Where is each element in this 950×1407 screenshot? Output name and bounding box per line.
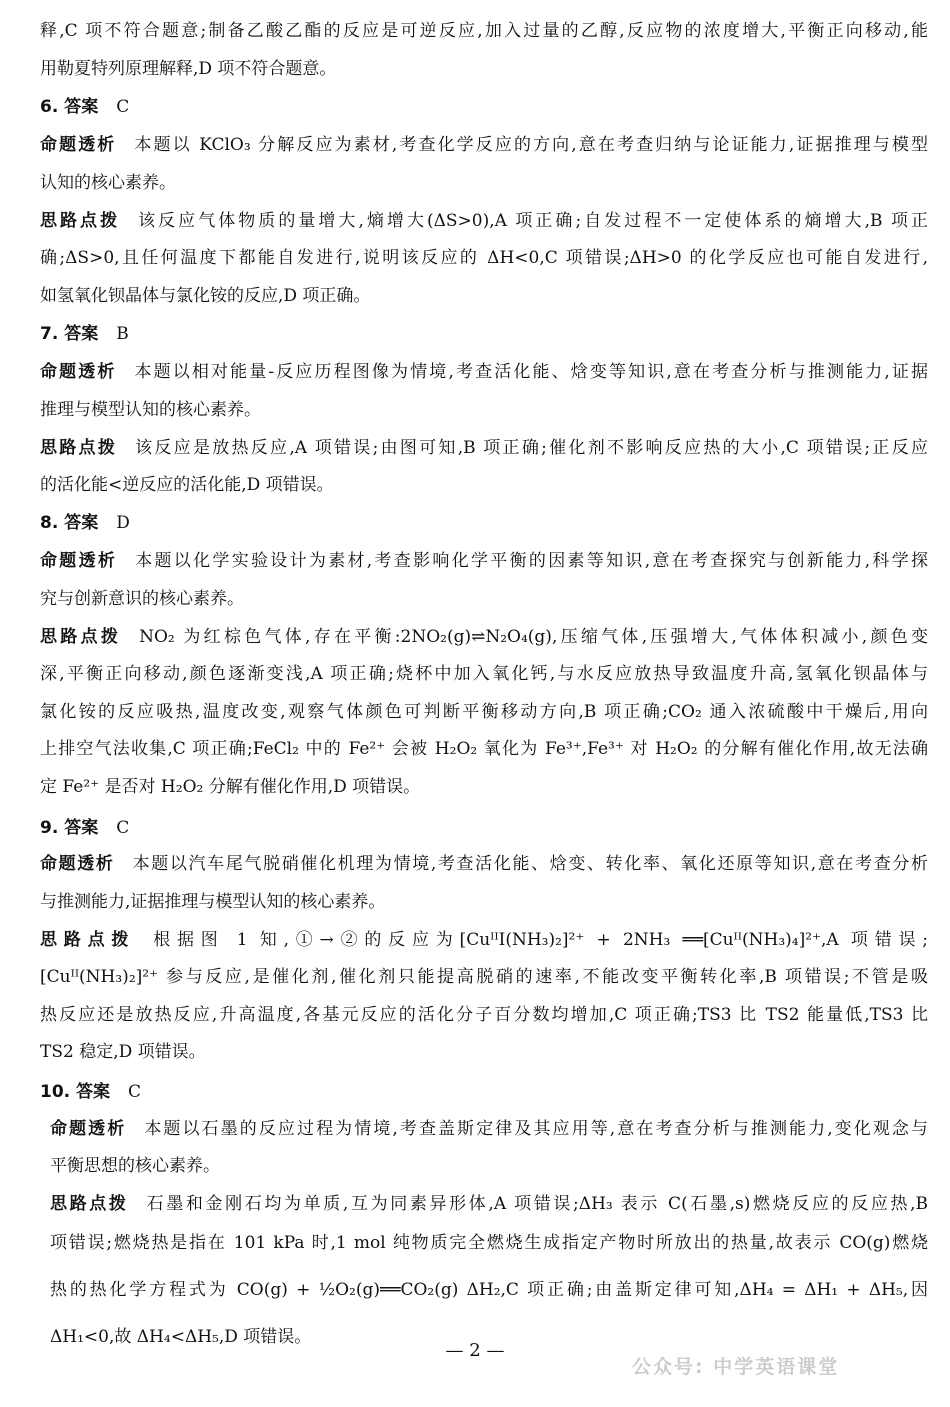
idea-text: 确;ΔS>0,且任何温度下都能自发进行,说明该反应的 ΔH<0,C 项错误;ΔH>0 的化学反应也可能自发进行,: [40, 248, 928, 268]
watermark: 公众号: 中学英语课堂: [632, 1356, 840, 1378]
intent-text: 究与创新意识的核心素养。: [40, 589, 244, 609]
idea-paragraph: [40, 626, 928, 648]
idea-text: 根据图 1 知,①→②的反应为[CuᴵᴵI(NH₃)₂]²⁺ + 2NH₃ ══[Cuᴵᴵ(NH₃)₄]²⁺,A 项错误;: [153, 930, 929, 950]
idea-text: 定 Fe²⁺ 是否对 H₂O₂ 分解有催化作用,D 项错误。: [40, 777, 421, 797]
intent-text: 推理与模型认知的核心素养。: [40, 400, 261, 420]
answer-letter: C: [116, 818, 130, 838]
intent-paragraph: [40, 550, 928, 572]
idea-text: 的活化能<逆反应的活化能,D 项错误。: [40, 475, 334, 495]
question-10-answer: [40, 1081, 141, 1103]
answer-letter: D: [116, 513, 130, 533]
idea-text: 热反应还是放热反应,升高温度,各基元反应的活化分子百分数均增加,C 项正确;TS3 比 TS2 能量低,TS3 比: [40, 1005, 928, 1025]
idea-heading: 思路点拨: [40, 930, 136, 950]
intent-text: 本题以汽车尾气脱硝催化机理为情境,考查活化能、焓变、转化率、氧化还原等知识,意在考查分析: [132, 854, 929, 874]
idea-heading: 思路点拨: [40, 627, 122, 647]
idea-text: 热的热化学方程式为 CO(g) + ½O₂(g)══CO₂(g) ΔH₂,C 项正确;由盖斯定律可知,ΔH₄ = ΔH₁ + ΔH₅,因: [50, 1280, 928, 1300]
intent-text: 与推测能力,证据推理与模型认知的核心素养。: [40, 892, 386, 912]
intro-line: 用勒夏特列原理解释,D 项不符合题意。: [40, 59, 337, 79]
question-7-answer: [40, 323, 129, 345]
idea-paragraph: [40, 210, 928, 232]
idea-text: 该反应气体物质的量增大,熵增大(ΔS>0),A 项正确;自发过程不一定使体系的熵增大,B 项正: [138, 211, 928, 231]
intent-text: 本题以相对能量-反应历程图像为情境,考查活化能、焓变等知识,意在考查分析与推测能力,证据: [134, 362, 928, 382]
idea-text: [Cuᴵᴵ(NH₃)₂]²⁺ 参与反应,是催化剂,催化剂只能提高脱硝的速率,不能改变平衡转化率,B 项错误;不管是吸: [40, 967, 928, 987]
idea-text: TS2 稳定,D 项错误。: [40, 1042, 206, 1062]
idea-paragraph: [40, 437, 928, 459]
intent-heading: 命题透析: [40, 854, 115, 874]
idea-text: 该反应是放热反应,A 项错误;由图可知,B 项正确;催化剂不影响反应热的大小,C 项错误;正反应: [135, 438, 928, 458]
intent-text: 平衡思想的核心素养。: [50, 1156, 220, 1176]
page-number: — 2 —: [445, 1340, 505, 1361]
intent-paragraph: [50, 1118, 928, 1140]
intent-text: 本题以化学实验设计为素材,考查影响化学平衡的因素等知识,意在考查探究与创新能力,科学探: [135, 551, 928, 571]
question-6-answer: [40, 96, 129, 118]
idea-text: 氯化铵的反应吸热,温度改变,观察气体颜色可判断平衡移动方向,B 项正确;CO₂ 通入浓硫酸中干燥后,用向: [40, 702, 928, 722]
idea-paragraph: [50, 1193, 928, 1215]
intent-heading: 命题透析: [40, 362, 117, 382]
intent-text: 本题以石墨的反应过程为情境,考查盖斯定律及其应用等,意在考查分析与推测能力,变化观念与: [144, 1119, 929, 1139]
idea-heading: 思路点拨: [40, 438, 118, 458]
idea-text: ΔH₁<0,故 ΔH₄<ΔH₅,D 项错误。: [50, 1327, 312, 1347]
answer-letter: B: [116, 324, 129, 344]
intent-heading: 命题透析: [40, 551, 118, 571]
idea-text: 如氢氧化钡晶体与氯化铵的反应,D 项正确。: [40, 286, 371, 306]
idea-text: 深,平衡正向移动,颜色逐渐变浅,A 项正确;烧杯中加入氧化钙,与水反应放热导致温度升高,氢氧化钡晶体与: [40, 664, 928, 684]
idea-text: 石墨和金刚石均为单质,互为同素异形体,A 项错误;ΔH₃ 表示 C(石墨,s)燃烧反应的反应热,B: [146, 1194, 929, 1214]
intent-paragraph: [40, 361, 928, 383]
question-9-answer: [40, 817, 129, 839]
question-number: 6. 答案: [40, 97, 99, 117]
question-8-answer: [40, 512, 130, 534]
question-number: 10. 答案: [40, 1082, 111, 1102]
intent-heading: 命题透析: [40, 135, 117, 155]
intent-text: 认知的核心素养。: [40, 173, 176, 193]
idea-text: 项错误;燃烧热是指在 101 kPa 时,1 mol 纯物质完全燃烧生成指定产物时所放出的热量,故表示 CO(g)燃烧: [50, 1233, 928, 1253]
intent-text: 本题以 KClO₃ 分解反应为素材,考查化学反应的方向,意在考查归纳与论证能力,证据推理与模型: [134, 135, 928, 155]
idea-text: NO₂ 为红棕色气体,存在平衡:2NO₂(g)⇌N₂O₄(g),压缩气体,压强增大,气体体积减小,颜色变: [139, 627, 929, 647]
answer-letter: C: [128, 1082, 142, 1102]
idea-text: 上排空气法收集,C 项正确;FeCl₂ 中的 Fe²⁺ 会被 H₂O₂ 氧化为 Fe³⁺,Fe³⁺ 对 H₂O₂ 的分解有催化作用,故无法确: [40, 739, 928, 759]
intent-paragraph: [40, 853, 928, 875]
idea-heading: 思路点拨: [50, 1194, 129, 1214]
idea-paragraph: [40, 929, 928, 951]
question-number: 8. 答案: [40, 513, 99, 533]
intent-paragraph: [40, 134, 928, 156]
intent-heading: 命题透析: [50, 1119, 127, 1139]
question-number: 9. 答案: [40, 818, 99, 838]
idea-heading: 思路点拨: [40, 211, 121, 231]
answer-letter: C: [116, 97, 130, 117]
question-number: 7. 答案: [40, 324, 99, 344]
intro-line: 释,C 项不符合题意;制备乙酸乙酯的反应是可逆反应,加入过量的乙醇,反应物的浓度增大,平衡正向移动,能: [40, 21, 928, 41]
